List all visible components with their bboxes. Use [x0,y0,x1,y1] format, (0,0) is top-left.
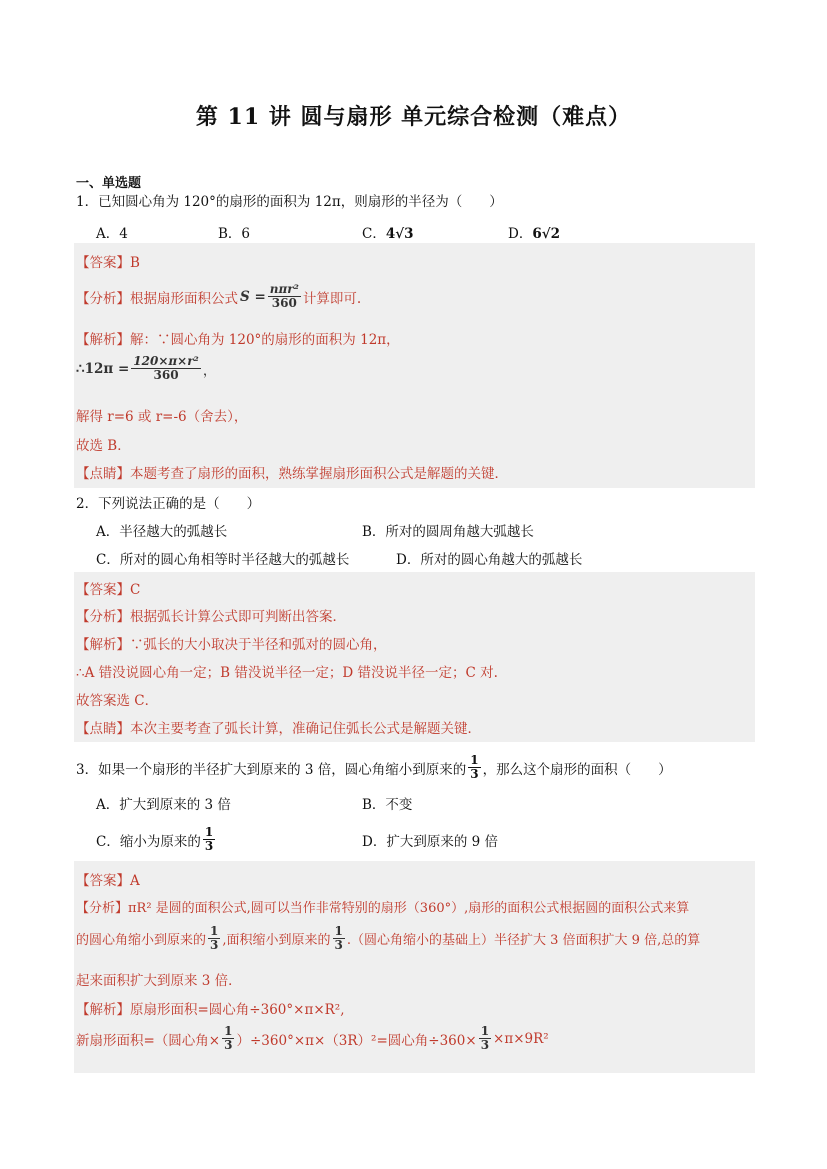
q2-solution-1: 【解析】∵弧长的大小取决于半径和弧对的圆心角， [76,637,387,653]
q1-solution-fraction: $\frac{\text{120×π×r²}}{360}$ [133,354,199,382]
q2-answer: 【答案】C [76,582,141,598]
q1-option-b: B．6 [218,226,251,242]
q3-option-d: D．扩大到原来的 9 倍 [362,834,498,850]
q1-option-a: A．4 [96,226,128,242]
q1-option-d: D．6√2 [508,226,560,242]
q3-answer: 【答案】A [76,873,140,889]
q2-answer-box [74,572,755,742]
q1-answer-box [74,243,755,488]
q1-option-c: C．4√3 [362,226,414,242]
q3-analysis-fraction-1: $\frac{1}{3}$ [210,924,219,952]
q3-option-a: A．扩大到原来的 3 倍 [96,797,231,813]
q1-option-d-math: 6√2 [532,226,560,242]
q3-option-b: B．不变 [362,797,413,813]
q1-option-c-math: 4√3 [385,226,414,242]
q2-stem: 2．下列说法正确的是（ ） [76,496,261,512]
q3-stem-fraction: $\frac{1}{3}$ [470,753,479,781]
q3-option-c-fraction: $\frac{1}{3}$ [204,825,214,853]
q1-solution-2: ∴12π = $\frac{\text{120×π×r²}}{360}$ ， [76,354,217,382]
q3-stem: 3．如果一个扇形的半径扩大到原来的 3 倍，圆心角缩小到原来的 $\frac{1}{3}$ ，那么这个扇形的面积（ ） [76,753,672,781]
q3-solution-1: 【解析】原扇形面积=圆心角÷360°×π×R², [76,1002,345,1018]
q1-solution-1: 【解析】解：∵圆心角为 120°的扇形的面积为 12π， [76,332,400,348]
q1-solution-4: 故选 B． [76,438,131,454]
q1-comment: 【点睛】本题考查了扇形的面积，熟练掌握扇形面积公式是解题的关键． [76,466,508,482]
q2-solution-3: 故答案选 C． [76,693,159,709]
q2-solution-2: ∴A 错没说圆心角一定；B 错没说半径一定；D 错没说半径一定；C 对. [76,665,498,681]
q3-analysis-fraction-2: $\frac{1}{3}$ [334,924,343,952]
page-title: 第 11 讲 圆与扇形 单元综合检测（难点） [195,104,632,130]
section-heading: 一、单选题 [76,176,142,191]
q2-analysis: 【分析】根据弧长计算公式即可判断出答案． [76,609,346,625]
q1-formula-fraction: $\frac{\text{nπr²}}{360}$ [269,282,299,310]
q2-option-d: D．所对的圆心角越大的弧越长 [396,552,583,568]
q3-option-c: C．缩小为原来的 $\frac{1}{3}$ [96,825,214,853]
q3-analysis-1: 【分析】πR² 是圆的面积公式,圆可以当作非常特别的扇形（360°）,扇形的面积公式根据圆的面积公式来算 [76,901,690,916]
q1-solution-3: 解得 r=6 或 r=-6（舍去）， [76,409,248,425]
q3-analysis-3: 起来面积扩大到原来 3 倍． [76,973,242,989]
q2-option-c: C．所对的圆心角相等时半径越大的弧越长 [96,552,350,568]
q2-option-b: B．所对的圆周角越大弧越长 [362,524,534,540]
q3-solution-2: 新扇形面积=（圆心角× $\frac{1}{3}$ ）÷360°×π×（3R）²=圆心角÷360× $\frac{1}{3}$ ×π×9R² [76,1024,549,1052]
q3-analysis-2: 的圆心角缩小到原来的 $\frac{1}{3}$ ,面积缩小到原来的 $\frac{1}{3}$ .（圆心角缩小的基础上）半径扩大 3 倍面积扩大 9 倍,总的算 [76,924,701,952]
q3-solution-fraction-1: $\frac{1}{3}$ [224,1024,233,1052]
q3-solution-fraction-2: $\frac{1}{3}$ [480,1024,490,1052]
q2-option-a: A．半径越大的弧越长 [96,524,228,540]
q1-answer: 【答案】B [76,255,140,271]
q1-analysis: 【分析】根据扇形面积公式 S = $\frac{\text{nπr²}}{360}$ 计算即可. [76,282,362,310]
q3-answer-box [74,861,755,1073]
q1-stem: 1．已知圆心角为 120°的扇形的面积为 12π，则扇形的半径为（ ） [76,194,503,210]
q2-comment: 【点睛】本次主要考查了弧长计算，准确记住弧长公式是解题关键． [76,721,481,737]
q1-formula-s: S = [240,288,266,305]
